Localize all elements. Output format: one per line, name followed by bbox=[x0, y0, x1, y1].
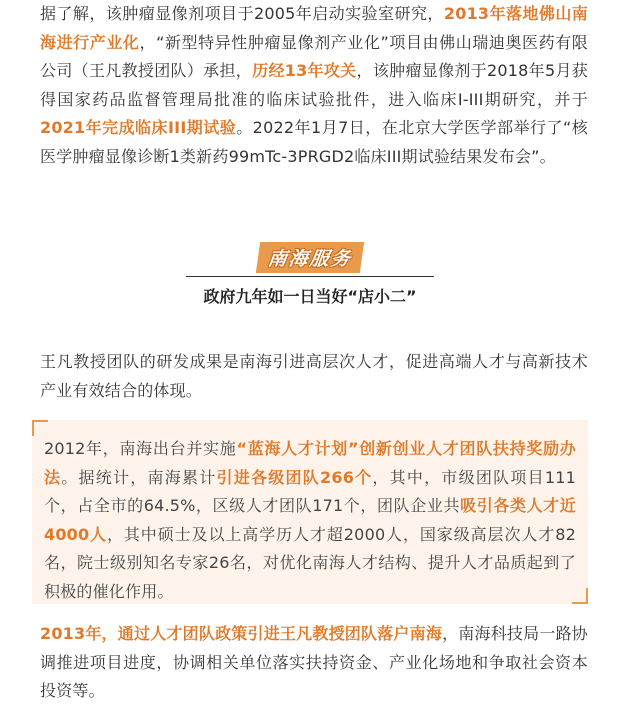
highlight-text: 2021年完成临床III期试验 bbox=[40, 118, 237, 138]
section-divider bbox=[186, 276, 434, 277]
callout-paragraph bbox=[44, 435, 576, 607]
text-segment: ，其中，市级团队项目111个，占全市的64.5%，区级人才团队171个，团队企业共 bbox=[44, 467, 576, 516]
highlight-text: 引进各级团队266个 bbox=[216, 467, 373, 487]
paragraph-talent-intro: 王凡教授团队的研发成果是南海引进高层次人才，促进高端人才与高新技术产业有效结合的体现。 bbox=[40, 352, 588, 400]
text-segment: ，南海科技局一路协调推进项目进度，协调相关单位落实扶持资金、产业化场地和争取社会资本投资等。 bbox=[40, 624, 588, 701]
text-segment: 。据统计，南海累计 bbox=[61, 467, 217, 487]
paragraph-bureau-support bbox=[40, 620, 588, 706]
highlight-text: 吸引各类人才近4000人 bbox=[44, 496, 577, 544]
corner-bracket-top-left bbox=[32, 420, 48, 436]
paragraph-project-history bbox=[40, 0, 588, 172]
text-segment: ，其中硕士及以上高学历人才超2000人，国家级高层次人才82名，院士级别知名专家26名，对优化南海人才结构、提升人才品质起到了积极的催化作用。 bbox=[44, 524, 576, 601]
section-tag-label: 南海服务 bbox=[256, 242, 364, 273]
section-subtitle: 政府九年如一日当好“店小二” bbox=[203, 287, 417, 306]
highlight-text: 历经13年攻关 bbox=[252, 61, 357, 81]
text-segment: 2012年，南海出台并实施 bbox=[44, 439, 237, 458]
highlight-text: 2013年落地佛山南海进行产业化 bbox=[40, 4, 588, 52]
text-segment: 。2022年1月7日，在北京大学医学部举行了“核医学肿瘤显像诊断1类新药99mTc-3PRGD2临床III期试验结果发布会”。 bbox=[40, 118, 588, 166]
text-segment: 据了解，该肿瘤显像剂项目于2005年启动实验室研究， bbox=[40, 4, 444, 23]
highlight-text: 2013年，通过人才团队政策引进王凡教授团队落户南海 bbox=[40, 624, 443, 643]
highlight-text: “蓝海人才计划”创新创业人才团队扶持奖励办法 bbox=[44, 439, 576, 487]
text-segment: ，“新型特异性肿瘤显像剂产业化”项目由佛山瑞迪奥医药有限公司（王凡教授团队）承担， bbox=[40, 32, 588, 81]
callout-box bbox=[32, 420, 588, 604]
section-tag bbox=[0, 242, 620, 273]
text-segment: ，该肿瘤显像剂于2018年5月获得国家药品监督管理局批准的临床试验批件，进入临床I-III期研究，并于 bbox=[40, 61, 588, 109]
